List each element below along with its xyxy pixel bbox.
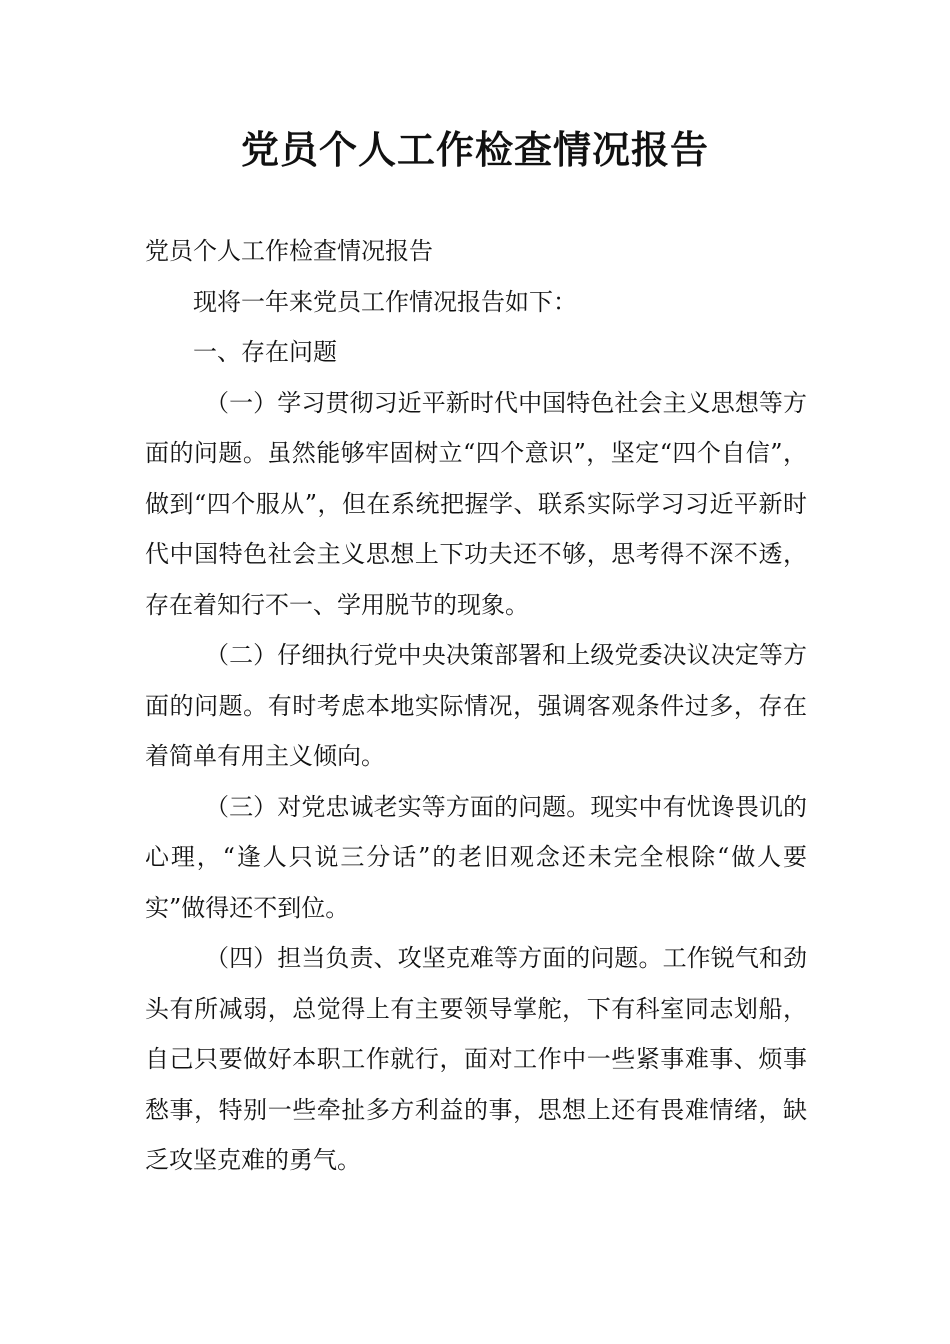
issue-paragraph-4: （四）担当负责、攻坚克难等方面的问题。工作锐气和劲头有所减弱，总觉得上有主要领导掌舵，下有科室同志划船，自己只要做好本职工作就行，面对工作中一些紧事难事、烦事愁事，特别一些牵扯多方利益的事，思想上还有畏难情绪，缺乏攻坚克难的勇气。 bbox=[145, 944, 807, 1174]
issue-paragraph-3: （三）对党忠诚老实等方面的问题。现实中有忧谗畏讥的心理，“逢人只说三分话”的老旧观念还未完全根除“做人要实”做得还不到位。 bbox=[145, 792, 807, 922]
document-title: 党员个人工作检查情况报告 bbox=[240, 128, 709, 172]
subtitle-paragraph: 党员个人工作检查情况报告 bbox=[145, 237, 433, 265]
section-heading: 一、存在问题 bbox=[193, 338, 337, 366]
document-body bbox=[145, 226, 807, 1186]
issue-paragraph-2: （二）仔细执行党中央决策部署和上级党委决议决定等方面的问题。有时考虑本地实际情况，强调客观条件过多，存在着简单有用主义倾向。 bbox=[145, 641, 807, 770]
intro-paragraph: 现将一年来党员工作情况报告如下： bbox=[193, 287, 577, 316]
issue-paragraph-1: （一）学习贯彻习近平新时代中国特色社会主义思想等方面的问题。虽然能够牢固树立“四个意识”，坚定“四个自信”，做到“四个服从”，但在系统把握学、联系实际学习习近平新时代中国特色社会主义思想上下功夫还不够，思考得不深不透，存在着知行不一、学用脱节的现象。 bbox=[145, 388, 807, 619]
